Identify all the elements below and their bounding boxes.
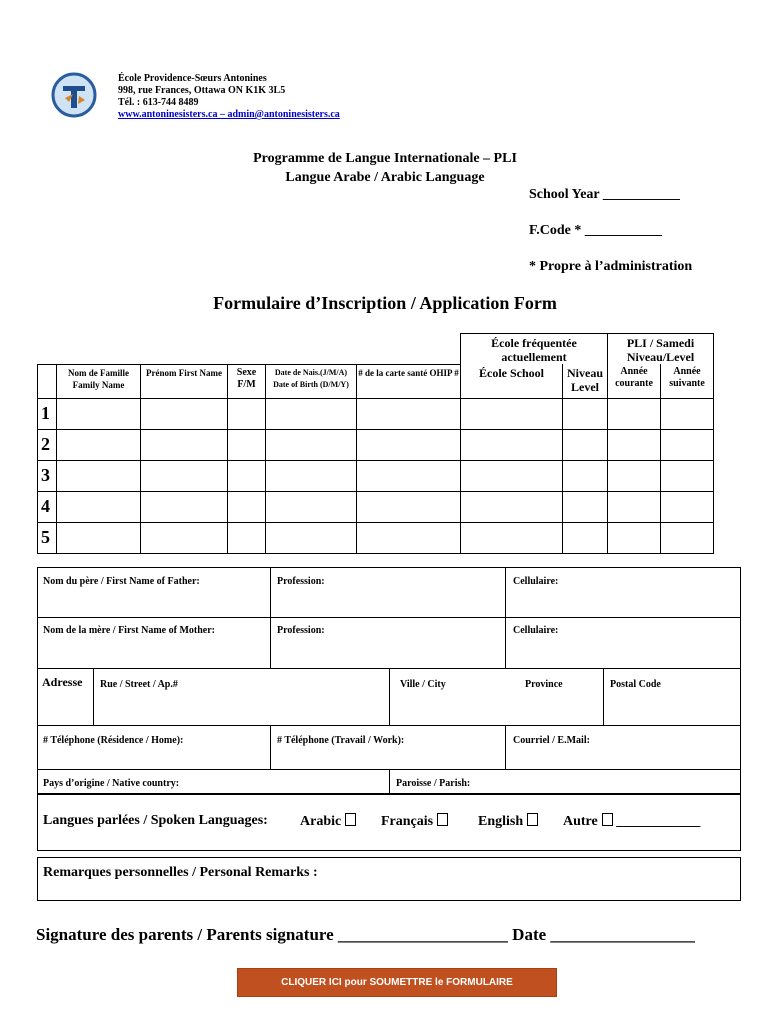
header-nom: Nom de Famille Family Name [57,364,141,398]
languages-label: Langues parlées / Spoken Languages: [43,813,268,828]
parish-label: Paroisse / Parish: [396,778,471,789]
table-row[interactable] [38,460,714,491]
header-sexe: Sexe F/M [228,364,266,398]
school-address: 998, rue Frances, Ottawa ON K1K 3L5 [118,85,286,96]
school-logo [51,70,97,120]
lang-english-label: English [478,814,524,829]
province-label: Province [525,679,563,690]
mother-profession-label: Profession: [277,625,325,636]
school-year-field: School Year ___________ [529,187,680,202]
street-label: Rue / Street / Ap.# [100,679,178,690]
native-country-label: Pays d’origine / Native country: [43,778,180,789]
table-row[interactable] [38,398,714,429]
checkbox-other[interactable] [602,813,613,826]
school-links[interactable]: www.antoninesisters.ca – admin@antoninesisters.ca [118,109,340,120]
lang-french-label: Français [381,814,434,829]
header-niveau: Niveau Level [563,364,608,398]
row-number: 5 [38,522,57,553]
header-ohip: # de la carte santé OHIP # [357,364,461,398]
header-prenom: Prénom First Name [141,364,228,398]
header-annee-suivante: Année suivante [661,364,714,398]
lang-other-blank: ____________ [616,814,701,829]
program-title: Programme de Langue Internationale – PLI [253,151,517,166]
admin-note: * Propre à l’administration [529,259,693,274]
email-label: Courriel / E.Mail: [513,735,590,746]
home-phone-label: # Téléphone (Résidence / Home): [43,735,184,746]
fcode-field: F.Code * ___________ [529,223,662,238]
lang-other[interactable] [563,813,700,830]
mother-cell-label: Cellulaire: [513,625,559,636]
school-name: École Providence-Sœurs Antonines [118,73,267,84]
header-ecole: École School [461,364,563,398]
table-row[interactable] [38,522,714,553]
lang-arabic-label: Arabic [300,814,342,829]
ecole-group-header: École fréquentée actuellement [461,334,608,365]
lang-english[interactable] [478,813,538,830]
header-dob: Date de Nais.(J/M/A) Date of Birth (D/M/Y) [266,364,357,398]
row-number: 2 [38,429,57,460]
form-title: Formulaire d’Inscription / Application Form [213,293,557,313]
row-number: 4 [38,491,57,522]
table-row[interactable] [38,491,714,522]
mother-name-label: Nom de la mère / First Name of Mother: [43,625,215,636]
work-phone-label: # Téléphone (Travail / Work): [277,735,405,746]
father-profession-label: Profession: [277,576,325,587]
students-table [37,333,714,554]
pli-group-header: PLI / Samedi Niveau/Level [608,334,714,365]
remarks-label: Remarques personnelles / Personal Remarks : [43,865,318,880]
program-subtitle: Langue Arabe / Arabic Language [285,170,485,185]
lang-arabic[interactable] [300,813,356,830]
checkbox-english[interactable] [527,813,538,826]
father-name-label: Nom du père / First Name of Father: [43,576,200,587]
school-phone: Tél. : 613-744 8489 [118,97,199,108]
checkbox-arabic[interactable] [345,813,356,826]
header-annee-courante: Année courante [608,364,661,398]
table-row[interactable] [38,429,714,460]
city-label: Ville / City [400,679,446,690]
father-cell-label: Cellulaire: [513,576,559,587]
row-number: 3 [38,460,57,491]
address-label: Adresse [42,675,83,689]
lang-other-label: Autre [563,814,598,829]
row-number: 1 [38,398,57,429]
checkbox-french[interactable] [437,813,448,826]
submit-button[interactable]: CLIQUER ICI pour SOUMETTRE le FORMULAIRE [238,969,556,996]
postal-code-label: Postal Code [610,679,661,690]
lang-french[interactable] [381,813,448,830]
signature-line: Signature des parents / Parents signature ____________________ Date _________________ [36,925,695,944]
